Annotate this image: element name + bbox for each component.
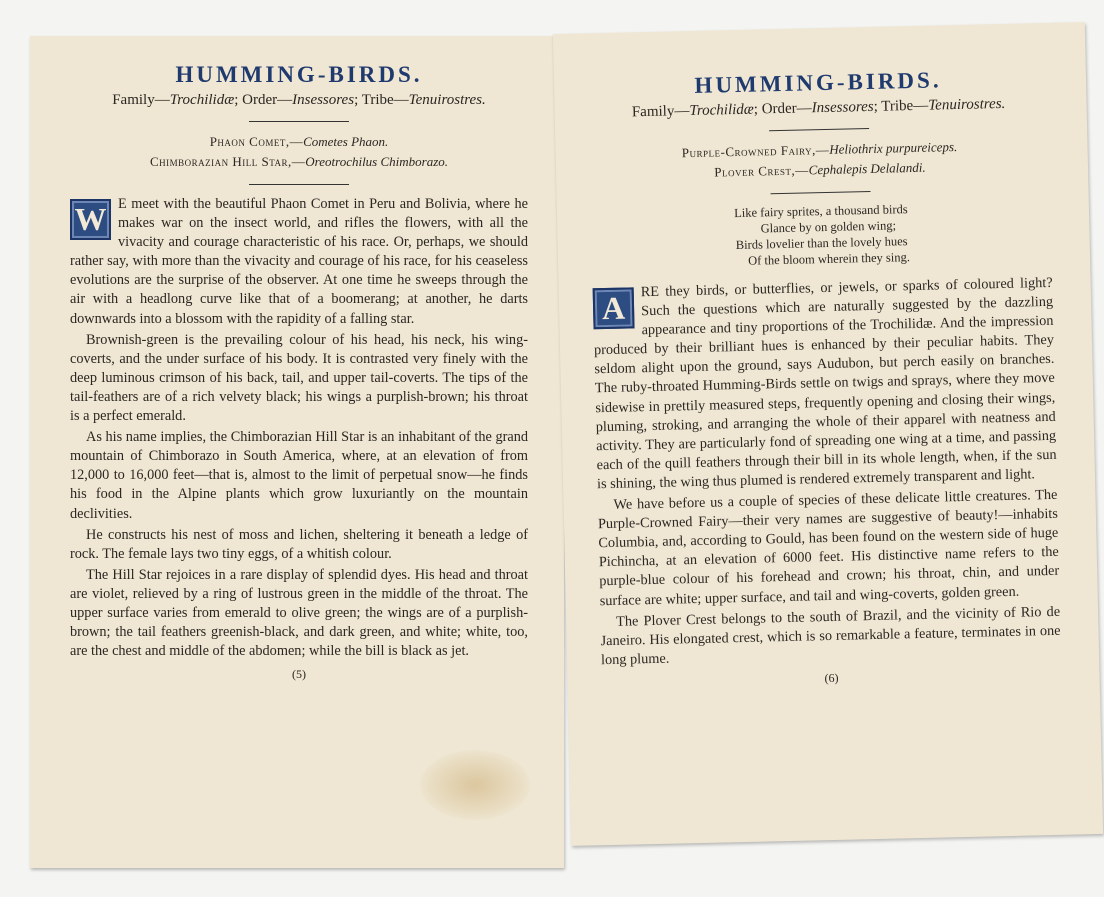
species-common-name: Phaon Comet,— <box>209 134 304 149</box>
species-latin-name: Cometes Phaon. <box>303 134 389 149</box>
poem-line: Of the bloom wherein they sing. <box>747 250 911 268</box>
family-label: Family— <box>631 103 690 121</box>
order-label: ; Order— <box>753 100 812 118</box>
paragraph: As his name implies, the Chimborazian Hill Star is an inhabitant of the grand mountain of Chimborazo in South America, where, at an elevation of from 12,000 to 16,000 feet—that is, almost to the limit of perpetual snow—he finds his food in the Alpine plants which grow luxuriantly on the mountain declivities. <box>70 429 528 522</box>
right-body-text <box>593 274 1062 670</box>
page-number: (5) <box>292 667 306 682</box>
paragraph: Brownish-green is the prevailing colour of his head, his neck, his wing-coverts, and the under surface of his body. It is contrasted very finely with the deep luminous crimson of his back, tail, and upper tail-coverts. The tips of the tail-feathers are of a rich velvety black; his wings a purplish-brown; his throat is a perfect emerald. <box>70 331 528 425</box>
divider <box>249 121 349 122</box>
species-entry <box>714 160 926 180</box>
paragraph: He constructs his nest of moss and lichen, sheltering it beneath a ledge of rock. The female lays two tiny eggs, of a whitish colour. <box>70 526 528 562</box>
drop-cap-letter: W <box>70 199 111 240</box>
paragraph: We have before us a couple of species of these delicate little creatures. The Purple-Crowned Fairy—their very names are suggestive of beauty!—inhabits Columbia, and, according to Gould, has been found on the western side of huge Pichincha, at an elevation of 6000 feet. His distinctive name refers to the purple-blue colour of his forehead and crown; his throat, chin, and under surface are white; upper surface, and tail and wing-coverts, golden green. <box>597 486 1060 609</box>
drop-cap-letter: A <box>593 287 635 329</box>
species-latin-name: Cephalepis Delalandi. <box>808 159 926 178</box>
left-page-title: HUMMING-BIRDS. <box>175 62 423 87</box>
species-list <box>70 132 528 172</box>
divider <box>249 184 349 185</box>
paragraph: W E meet with the beautiful Phaon Comet in Peru and Bolivia, where he makes war on the insect world, and rifles the flowers, with all the vivacity and courage characteristic of his race. Or, perhaps, we should rather say, with more than the vivacity and courage of his race, for his ceaseless evolutions are the surprise of the observer. At one time he sweeps through the air with a headlong curve like that of a boomerang; at another, he darts downwards into a blossom with the rapidity of a falling star. <box>70 196 528 327</box>
species-common-name: Purple-Crowned Fairy,— <box>681 141 830 161</box>
family-name: Trochilidæ <box>169 92 235 108</box>
poem-line: Glance by on golden wing; <box>760 218 897 236</box>
tribe-label: ; Tribe— <box>354 92 409 108</box>
family-label: Family— <box>112 92 170 108</box>
divider <box>771 191 871 194</box>
species-entry <box>150 154 448 169</box>
left-page-card <box>30 36 564 868</box>
order-name: Insessores <box>811 98 874 117</box>
left-body-text <box>70 195 528 661</box>
species-common-name: Plover Crest,— <box>714 162 809 180</box>
species-common-name: Chimborazian Hill Star,— <box>149 154 306 169</box>
divider <box>769 128 869 131</box>
tribe-label: ; Tribe— <box>873 97 929 115</box>
right-page-title: HUMMING-BIRDS. <box>694 67 942 98</box>
paragraph: The Plover Crest belongs to the south of Brazil, and the vicinity of Rio de Janeiro. His elongated crest, which is so remarkable a feature, terminates in one long plume. <box>600 603 1061 668</box>
page-number: (6) <box>824 670 839 686</box>
species-entry <box>682 139 958 160</box>
paragraph: The Hill Star rejoices in a rare display of splendid dyes. His head and throat are violet, relieved by a ring of lustrous green in the middle of the throat. The upper surface varies from emerald to olive green; the wings are of a purplish-brown; the tail feathers greenish-black, and dark green, and white; white, too, are the chest and middle of the abdomen; while the bill is black as jet. <box>70 566 528 660</box>
right-page-card <box>553 22 1103 846</box>
tribe-name: Tenuirostres. <box>408 92 486 108</box>
order-name: Insessores <box>292 92 355 108</box>
species-list <box>589 135 1050 185</box>
paper-stain <box>420 750 530 820</box>
species-entry <box>210 134 389 149</box>
species-latin-name: Oreotrochilus Chimborazo. <box>305 154 449 169</box>
order-label: ; Order— <box>234 92 293 108</box>
left-classification-line <box>70 92 528 109</box>
paragraph: A RE they birds, or butterflies, or jewels, or sparks of coloured light? Such the questions which are naturally suggested by the dazzling appearance and tiny proportions of the Trochilidæ. And the impression produced by their brilliant hues is enhanced by their peculiar habits. They seldom alight upon the ground, says Audubon, but perch easily on branches. The ruby-throated Humming-Birds settle on twigs and sprays, where they move sidewise in prettily measured steps, frequently opening and closing their wings, pluming, stroking, and arranging the whole of their apparel with neatness and activity. They are particularly fond of spreading one wing at a time, and passing each of the quill feathers through their bill in its whole length, when, if the sun is shining, the wing thus plumed is rendered extremely transparent and light. <box>593 274 1057 493</box>
family-name: Trochilidæ <box>689 101 755 120</box>
tribe-name: Tenuirostres. <box>928 95 1006 114</box>
poem-line: Birds lovelier than the lovely hues <box>735 234 908 253</box>
poem-line: Like fairy sprites, a thousand birds <box>734 202 908 221</box>
poem-epigraph <box>591 198 1052 272</box>
species-latin-name: Heliothrix purpureiceps. <box>829 138 958 157</box>
